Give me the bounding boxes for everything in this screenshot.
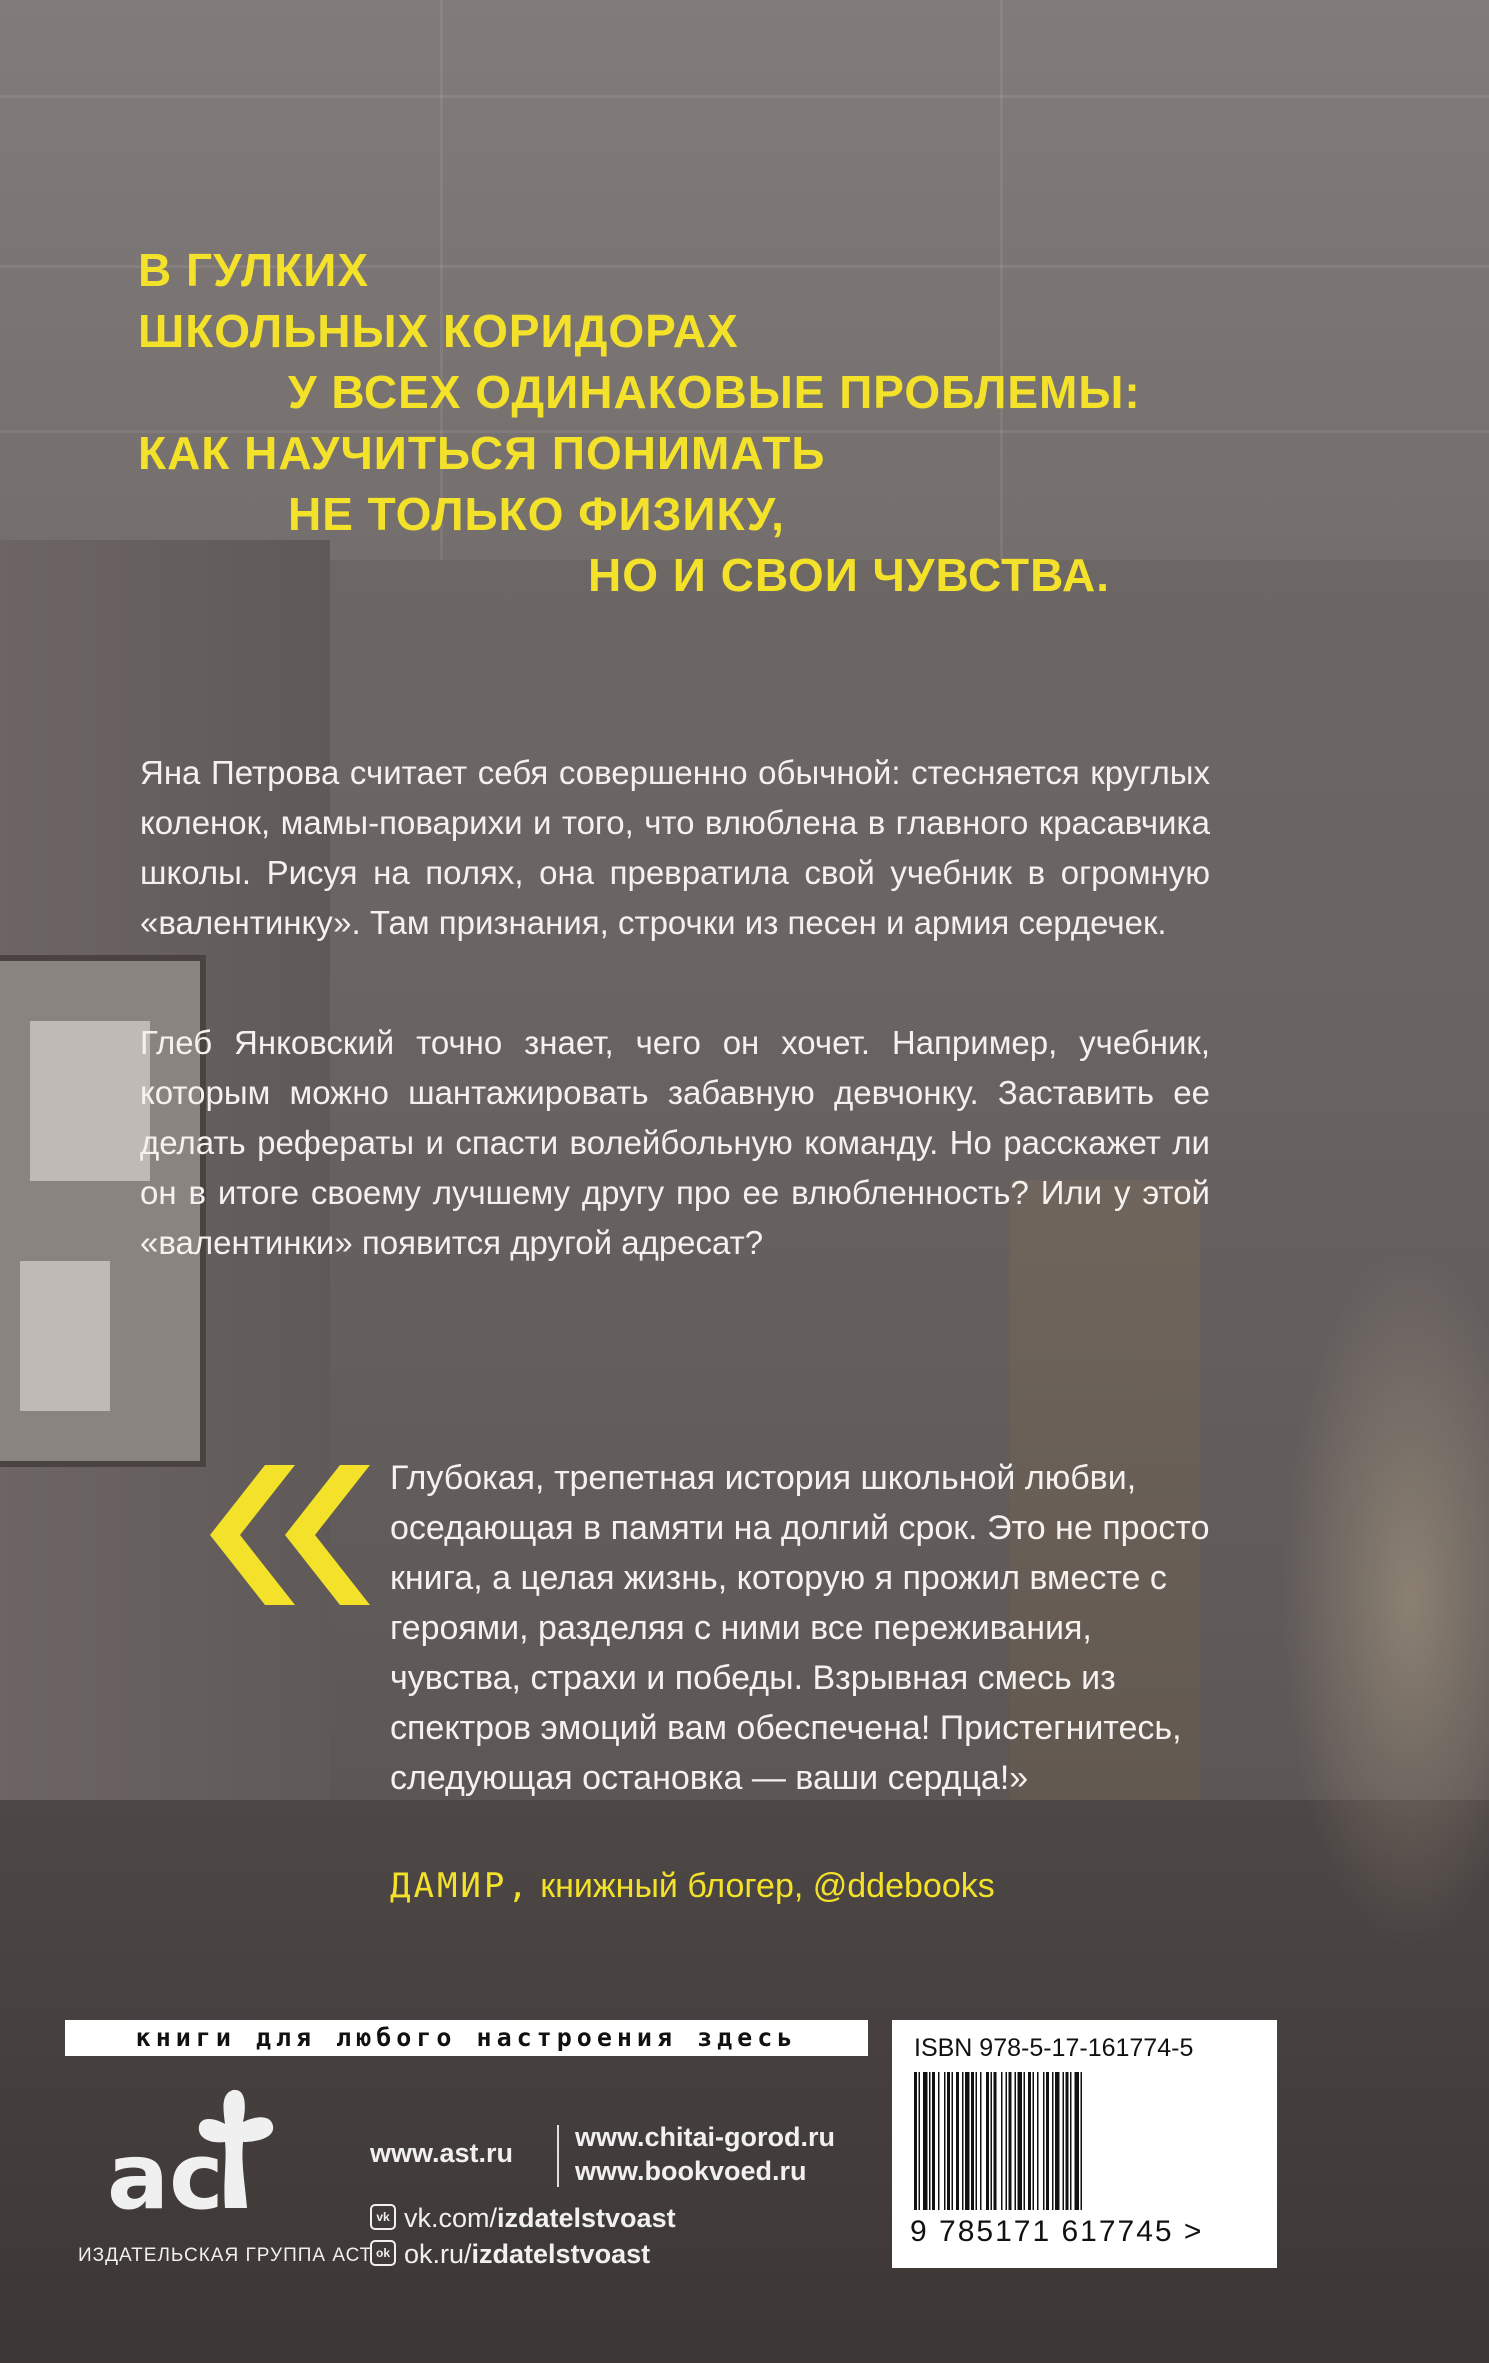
barcode-bar bbox=[986, 2072, 989, 2210]
headline-line: В ГУЛКИХ bbox=[138, 244, 370, 296]
review-quote: Глубокая, трепетная история школьной любви, оседающая в памяти на долгий срок. Это не просто книга, а целая жизнь, которую я прожил вместе с героями, разделяя с ними все переживания, чувства, страхи и победы. Взрывная смесь из спектров эмоций вам обеспечена! Пристегнитесь, следующая остановка — ваши сердца!» bbox=[390, 1459, 1210, 1797]
barcode-bar bbox=[1024, 2072, 1026, 2210]
quote-mark-icon bbox=[200, 1460, 370, 1610]
site-link[interactable]: www.ast.ru bbox=[370, 2138, 514, 2168]
ok-link[interactable] bbox=[404, 2239, 650, 2270]
barcode-bar bbox=[952, 2072, 954, 2210]
barcode-bar bbox=[956, 2072, 959, 2210]
ceiling-line bbox=[0, 95, 1489, 98]
barcode-bar bbox=[1063, 2072, 1065, 2210]
barcode-bar bbox=[932, 2072, 935, 2210]
footer-divider bbox=[557, 2125, 559, 2187]
barcode-bar bbox=[1081, 2072, 1083, 2210]
barcode-bar bbox=[947, 2072, 950, 2210]
store-link[interactable]: www.bookvoed.ru bbox=[575, 2156, 807, 2186]
ok-handle: izdatelstvoast bbox=[471, 2239, 651, 2269]
barcode-bar bbox=[1070, 2072, 1072, 2210]
barcode-bar bbox=[1075, 2072, 1080, 2210]
barcode-bar bbox=[1001, 2072, 1003, 2210]
headline-line: КАК НАУЧИТЬСЯ ПОНИМАТЬ bbox=[138, 427, 826, 479]
barcode-bar bbox=[965, 2072, 970, 2210]
publisher-name: ИЗДАТЕЛЬСКАЯ ГРУППА АСТ bbox=[78, 2245, 373, 2266]
tagline-banner: книги для любого настроения здесь bbox=[65, 2020, 868, 2056]
ceiling-line bbox=[1000, 0, 1003, 560]
barcode-bar bbox=[976, 2072, 978, 2210]
barcode-image bbox=[914, 2072, 1246, 2210]
ast-logo bbox=[105, 2080, 315, 2220]
barcode-bar bbox=[944, 2072, 946, 2210]
barcode-bar bbox=[962, 2072, 964, 2210]
quote-author bbox=[390, 1866, 995, 1906]
barcode-bar bbox=[1046, 2072, 1049, 2210]
notice-paper bbox=[20, 1261, 110, 1411]
vk-prefix: vk.com/ bbox=[404, 2203, 498, 2233]
barcode-bar bbox=[1037, 2072, 1039, 2210]
vk-icon: vk bbox=[370, 2204, 396, 2230]
barcode-bar bbox=[923, 2072, 928, 2210]
headline-line: ШКОЛЬНЫХ КОРИДОРАХ bbox=[138, 305, 739, 357]
isbn-label: ISBN 978-5-17-161774-5 bbox=[914, 2034, 1194, 2062]
barcode-bar bbox=[929, 2072, 931, 2210]
barcode-bar bbox=[1015, 2072, 1017, 2210]
headline-line: У ВСЕХ ОДИНАКОВЫЕ ПРОБЛЕМЫ: bbox=[288, 366, 1141, 418]
barcode-bar bbox=[991, 2072, 993, 2210]
ean-digits: 9 785171 617745 > bbox=[910, 2215, 1204, 2248]
barcode-bar bbox=[1009, 2072, 1012, 2210]
barcode-bar bbox=[938, 2072, 940, 2210]
ok-prefix: ok.ru/ bbox=[404, 2239, 472, 2269]
author-name: ДАМИР, bbox=[390, 1866, 531, 1906]
barcode-bar bbox=[1055, 2072, 1060, 2210]
author-role: книжный блогер, @ddebooks bbox=[540, 1867, 995, 1905]
notice-paper bbox=[30, 1021, 150, 1181]
barcode-bar bbox=[994, 2072, 997, 2210]
barcode-bar bbox=[1052, 2072, 1054, 2210]
barcode-bar bbox=[1028, 2072, 1031, 2210]
barcode-bar bbox=[1006, 2072, 1008, 2210]
logo-letters: ac bbox=[107, 2123, 224, 2220]
ok-icon: ok bbox=[370, 2240, 396, 2266]
barcode-bar bbox=[914, 2072, 917, 2210]
barcode-bar bbox=[1043, 2072, 1045, 2210]
barcode-bar bbox=[980, 2072, 982, 2210]
barcode-bar bbox=[1018, 2072, 1023, 2210]
barcode-bar bbox=[1066, 2072, 1069, 2210]
barcode-bar bbox=[971, 2072, 974, 2210]
vk-handle: izdatelstvoast bbox=[497, 2203, 676, 2233]
barcode-panel bbox=[892, 2020, 1277, 2268]
barcode-bar bbox=[1033, 2072, 1035, 2210]
vk-link[interactable] bbox=[404, 2203, 676, 2234]
description-paragraph: Глеб Янковский точно знает, чего он хочет. Например, учебник, которым можно шантажировать забавную девчонку. Заставить ее делать рефераты и спасти волейбольную команду. Но расскажет ли он в итоге своему лучшему другу про ее влюбленность? Или у этой «валентинки» появится другой адресат? bbox=[140, 1024, 1210, 1261]
description-paragraph: Яна Петрова считает себя совершенно обычной: стесняется круглых коленок, мамы-поварихи и того, что влюблена в главного красавчика школы. Рисуя на полях, она превратила свой учебник в огромную «валентинку». Там признания, строчки из песен и армия сердечек. bbox=[140, 754, 1210, 941]
barcode-bar bbox=[919, 2072, 921, 2210]
store-link[interactable]: www.chitai-gorod.ru bbox=[575, 2122, 835, 2152]
headline-line: НЕ ТОЛЬКО ФИЗИКУ, bbox=[288, 488, 785, 540]
headline-line: НО И СВОИ ЧУВСТВА. bbox=[588, 549, 1111, 601]
light-glow bbox=[1280, 1250, 1489, 1950]
